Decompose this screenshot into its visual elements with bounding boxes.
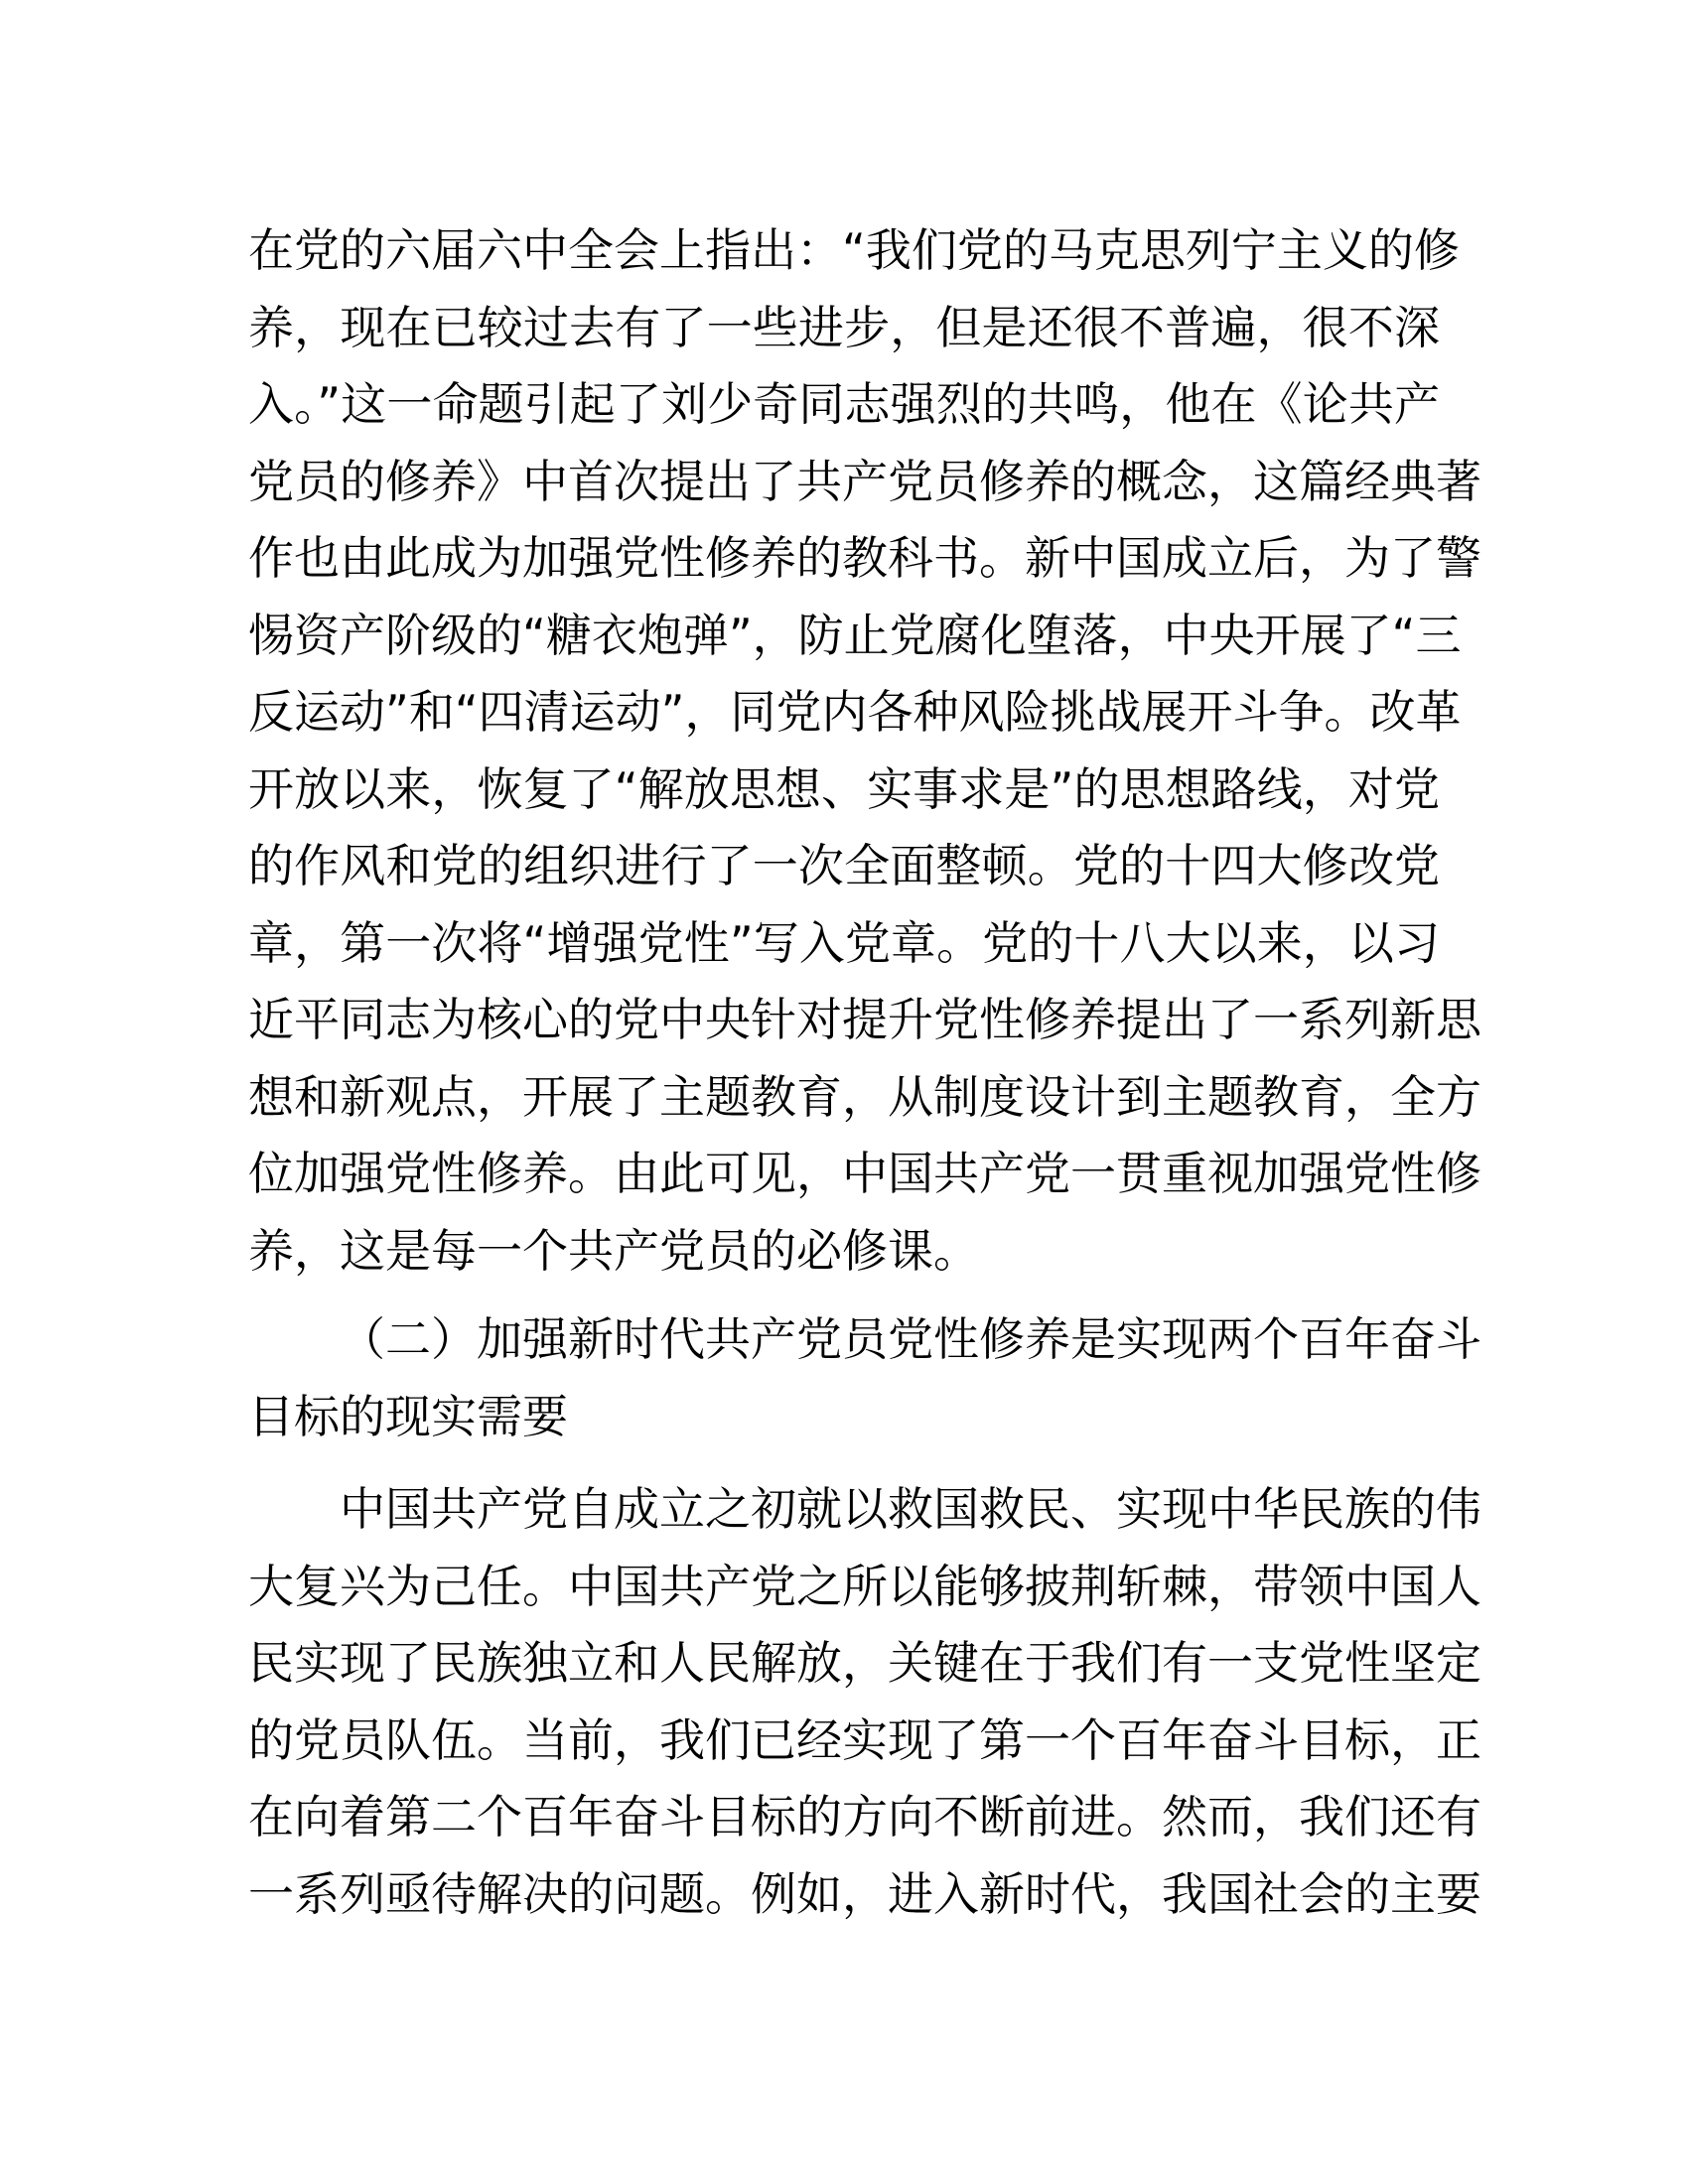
paragraph-line: 反运动”和“四清运动”，同党内各种风险挑战展开斗争。改革	[248, 685, 1462, 739]
paragraph-line: 的党员队伍。当前，我们已经实现了第一个百年奋斗目标，正	[248, 1712, 1481, 1767]
paragraph-line: 民实现了民族独立和人民解放，关键在于我们有一支党性坚定	[248, 1636, 1481, 1690]
paragraph-line-first: 中国共产党自成立之初就以救国救民、实现中华民族的伟	[340, 1482, 1481, 1536]
body-paragraph-party-history	[248, 212, 1481, 1290]
paragraph-line: 大复兴为己任。中国共产党之所以能够披荆斩棘，带领中国人	[248, 1559, 1481, 1613]
paragraph-line: 位加强党性修养。由此可见，中国共产党一贯重视加强党性修	[248, 1147, 1481, 1200]
body-paragraph-centenary-goals	[248, 1471, 1481, 1933]
paragraph-line: 惕资产阶级的“糖衣炮弹”，防止党腐化堕落，中央开展了“三	[248, 608, 1462, 662]
document-page	[248, 212, 1481, 1933]
paragraph-line: 养，现在已较过去有了一些进步，但是还很不普遍，很不深	[248, 300, 1440, 354]
paragraph-line: 在党的六届六中全会上指出：“我们党的马克思列宁主义的修	[248, 223, 1460, 277]
paragraph-line: 章，第一次将“增强党性”写入党章。党的十八大以来，以习	[248, 915, 1440, 970]
paragraph-line: 作也由此成为加强党性修养的教科书。新中国成立后，为了警	[248, 531, 1481, 585]
paragraph-line: 一系列亟待解决的问题。例如，进入新时代，我国社会的主要	[248, 1866, 1481, 1921]
paragraph-line: 想和新观点，开展了主题教育，从制度设计到主题教育，全方	[248, 1069, 1481, 1124]
paragraph-line: 在向着第二个百年奋斗目标的方向不断前进。然而，我们还有	[248, 1790, 1481, 1843]
paragraph-line: 的作风和党的组织进行了一次全面整顿。党的十四大修改党	[248, 839, 1440, 892]
paragraph-line: 党员的修养》中首次提出了共产党员修养的概念，这篇经典著	[248, 454, 1481, 508]
paragraph-line: 近平同志为核心的党中央针对提升党性修养提出了一系列新思	[248, 993, 1481, 1046]
paragraph-line-last: 养，这是每一个共产党员的必修课。	[248, 1223, 979, 1278]
paragraph-line: 入。”这一命题引起了刘少奇同志强烈的共鸣，他在《论共产	[248, 377, 1440, 431]
paragraph-line: 开放以来，恢复了“解放思想、实事求是”的思想路线，对党	[248, 761, 1440, 816]
heading-line: （二）加强新时代共产党员党性修养是实现两个百年奋斗	[340, 1312, 1481, 1366]
section-heading-2	[248, 1301, 1481, 1455]
heading-line-last: 目标的现实需要	[248, 1389, 568, 1443]
